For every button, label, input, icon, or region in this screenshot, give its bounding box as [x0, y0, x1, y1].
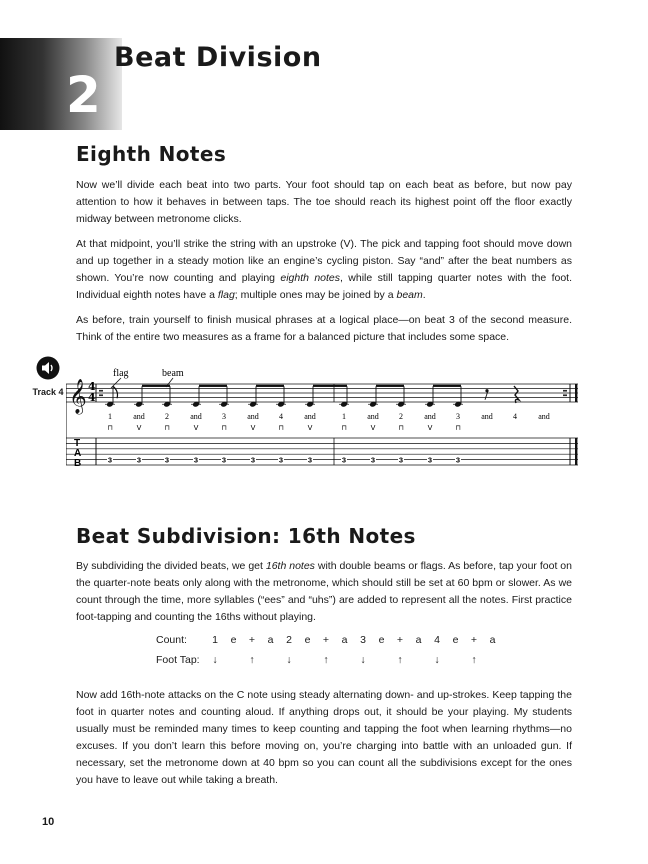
tab-number: 3	[307, 455, 313, 465]
beam	[313, 385, 347, 387]
paragraph-16th-intro: By subdividing the divided beats, we get 16th notes with double beams or flags. As before, tap your foot on the quarter-note beats only along with the metronome, which should still be set at 60 bpm or slower. As we count through the time, more syllables (“ees” and “uhs”) are added to represent all the notes. First practice foot-tapping and counting the 16ths without playing.	[76, 560, 572, 623]
downstroke-mark: ⊓	[341, 424, 347, 432]
section-heading-eighth-notes: Eighth Notes	[76, 142, 227, 166]
repeat-dot	[565, 394, 567, 396]
beam	[256, 385, 284, 387]
count-label: Count:	[156, 634, 187, 646]
upstroke-mark: V	[370, 424, 376, 432]
tab-number: 3	[398, 455, 404, 465]
chapter-number-block	[0, 38, 122, 130]
paragraph-eighth-upstroke: At that midpoint, you’ll strike the string with an upstroke (V). The pick and tapping foot should move down and up together in a steady motion like an engine’s cycling piston. Say “and” after the beat numbers as shown. You’re now counting and playing eighth notes, while still tapping quarter notes with the foot. Individual eighth notes have a flag; multiple ones may be joined by a beam.	[76, 238, 572, 301]
count-label: and	[304, 412, 316, 421]
tab-number: 3	[278, 455, 284, 465]
count-syllable: e	[378, 634, 385, 646]
count-label: 4	[513, 412, 517, 421]
repeat-dot	[565, 390, 567, 392]
paragraph-16th-attacks: Now add 16th-note attacks on the C note using steady alternating down- and up-strokes. Keep tapping the foot in quarter notes and counting aloud. If anything drops out, it should be your playing. My students usually must be reminded many times to keep counting and tapping the foot when learning rhythms—no excuses. If you don’t learn this before moving on, you’re charging into battle with an unloaded gun. If necessary, set the metronome down at 40 bpm so you can count all the subdivisions except for the ones you have to leave out while taking a breath.	[76, 689, 572, 786]
upstroke-mark: V	[136, 424, 142, 432]
tab-number: 3	[221, 455, 227, 465]
count-label: 1	[108, 412, 112, 421]
time-signature-bottom: 4	[88, 391, 96, 404]
repeat-dot	[563, 390, 565, 392]
count-syllable: e	[452, 634, 459, 646]
beam	[376, 385, 404, 387]
count-labels	[108, 412, 550, 421]
tab-letter: B	[74, 458, 82, 469]
foot-tap-down-icon: ↓	[212, 654, 218, 666]
track-label: Track 4	[32, 387, 64, 397]
final-barline-tab	[575, 438, 577, 465]
count-syllable: +	[470, 634, 478, 646]
paragraph-eighth-phrasing: As before, train yourself to finish musical phrases at a logical place—on beat 3 of the second measure. Think of the entire two measures as a frame for a balanced picture that includes some space.	[76, 314, 572, 343]
count-syllable: a	[267, 634, 274, 646]
count-label: and	[133, 412, 145, 421]
tab-clef	[74, 438, 81, 469]
tab-letter: T	[74, 438, 81, 449]
count-label: and	[481, 412, 493, 421]
repeat-dot	[99, 390, 101, 392]
downstroke-mark: ⊓	[398, 424, 404, 432]
beam	[433, 385, 461, 387]
count-syllable: +	[396, 634, 404, 646]
count-label: and	[367, 412, 379, 421]
flag-annotation: flag	[113, 368, 129, 379]
tab-number: 3	[193, 455, 199, 465]
foot-tap-up-icon: ↑	[249, 654, 255, 666]
audio-track[interactable]	[32, 356, 64, 397]
repeat-dot	[563, 394, 565, 396]
foot-tap-down-icon: ↓	[360, 654, 366, 666]
repeat-dot	[99, 394, 101, 396]
count-syllable: 1	[212, 634, 218, 646]
downstroke-mark: ⊓	[107, 424, 113, 432]
tab-number: 3	[341, 455, 347, 465]
count-syllable: 2	[286, 634, 292, 646]
paragraph-eighth-intro: Now we’ll divide each beat into two parts. Your foot should tap on each beat as before, but now pay attention to how it behaves in between taps. The toe should reach its highest point off the floor exactly midway between metronome clicks.	[76, 179, 572, 225]
beam-annotation: beam	[162, 368, 184, 379]
count-label: and	[247, 412, 259, 421]
svg-text:𝄞: 𝄞	[69, 379, 87, 414]
tab-number: 3	[164, 455, 170, 465]
upstroke-mark: V	[427, 424, 433, 432]
section-heading-16th-notes: Beat Subdivision: 16th Notes	[76, 524, 416, 548]
count-syllable: e	[230, 634, 237, 646]
tab-numbers	[107, 456, 461, 465]
count-syllable: 4	[434, 634, 440, 646]
count-syllable: e	[304, 634, 311, 646]
eighth-rest	[485, 389, 488, 392]
barlines	[66, 384, 577, 465]
downstroke-mark: ⊓	[278, 424, 284, 432]
count-label: and	[538, 412, 550, 421]
repeat-dot	[101, 390, 103, 392]
foot-tap-up-icon: ↑	[323, 654, 329, 666]
foot-tap-down-icon: ↓	[286, 654, 292, 666]
time-signature-top: 4	[88, 380, 96, 393]
count-label: 2	[399, 412, 403, 421]
count-label: 2	[165, 412, 169, 421]
downstroke-mark: ⊓	[221, 424, 227, 432]
tab-number: 3	[136, 455, 142, 465]
foot-tap-up-icon: ↑	[397, 654, 403, 666]
upstroke-mark: V	[250, 424, 256, 432]
speaker-icon[interactable]	[36, 356, 60, 380]
tab-number: 3	[370, 455, 376, 465]
count-label: and	[424, 412, 436, 421]
count-label: 3	[456, 412, 460, 421]
upstroke-mark: V	[307, 424, 313, 432]
tab-number: 3	[455, 455, 461, 465]
downstroke-mark: ⊓	[164, 424, 170, 432]
tab-number: 3	[107, 455, 113, 465]
foot-tap-label: Foot Tap:	[156, 654, 200, 666]
eighth-flag	[113, 386, 118, 398]
upstroke-mark: V	[193, 424, 199, 432]
count-label: 4	[279, 412, 283, 421]
tab-staff	[66, 438, 578, 465]
page-number: 10	[42, 816, 55, 828]
chapter-title: Beat Division	[114, 42, 322, 73]
count-label: 3	[222, 412, 226, 421]
final-barline-staff	[575, 384, 577, 402]
count-syllable: +	[322, 634, 330, 646]
count-syllable: a	[341, 634, 348, 646]
pick-strokes	[107, 424, 460, 432]
foot-tap-down-icon: ↓	[434, 654, 440, 666]
count-syllable: 3	[360, 634, 366, 646]
tab-number: 3	[427, 455, 433, 465]
treble-clef-icon	[69, 379, 87, 415]
beam	[199, 385, 227, 387]
downstroke-mark: ⊓	[455, 424, 461, 432]
count-label: 1	[342, 412, 346, 421]
chapter-number: 2	[66, 66, 101, 124]
notation-figure	[66, 354, 588, 474]
repeat-dot	[101, 394, 103, 396]
foot-tap-up-icon: ↑	[471, 654, 477, 666]
count-label: and	[190, 412, 202, 421]
count-syllable: +	[248, 634, 256, 646]
tab-number: 3	[250, 455, 256, 465]
count-syllable: a	[415, 634, 422, 646]
count-syllable: a	[489, 634, 496, 646]
tab-letter: A	[74, 448, 82, 459]
flag-pointer	[111, 378, 121, 388]
